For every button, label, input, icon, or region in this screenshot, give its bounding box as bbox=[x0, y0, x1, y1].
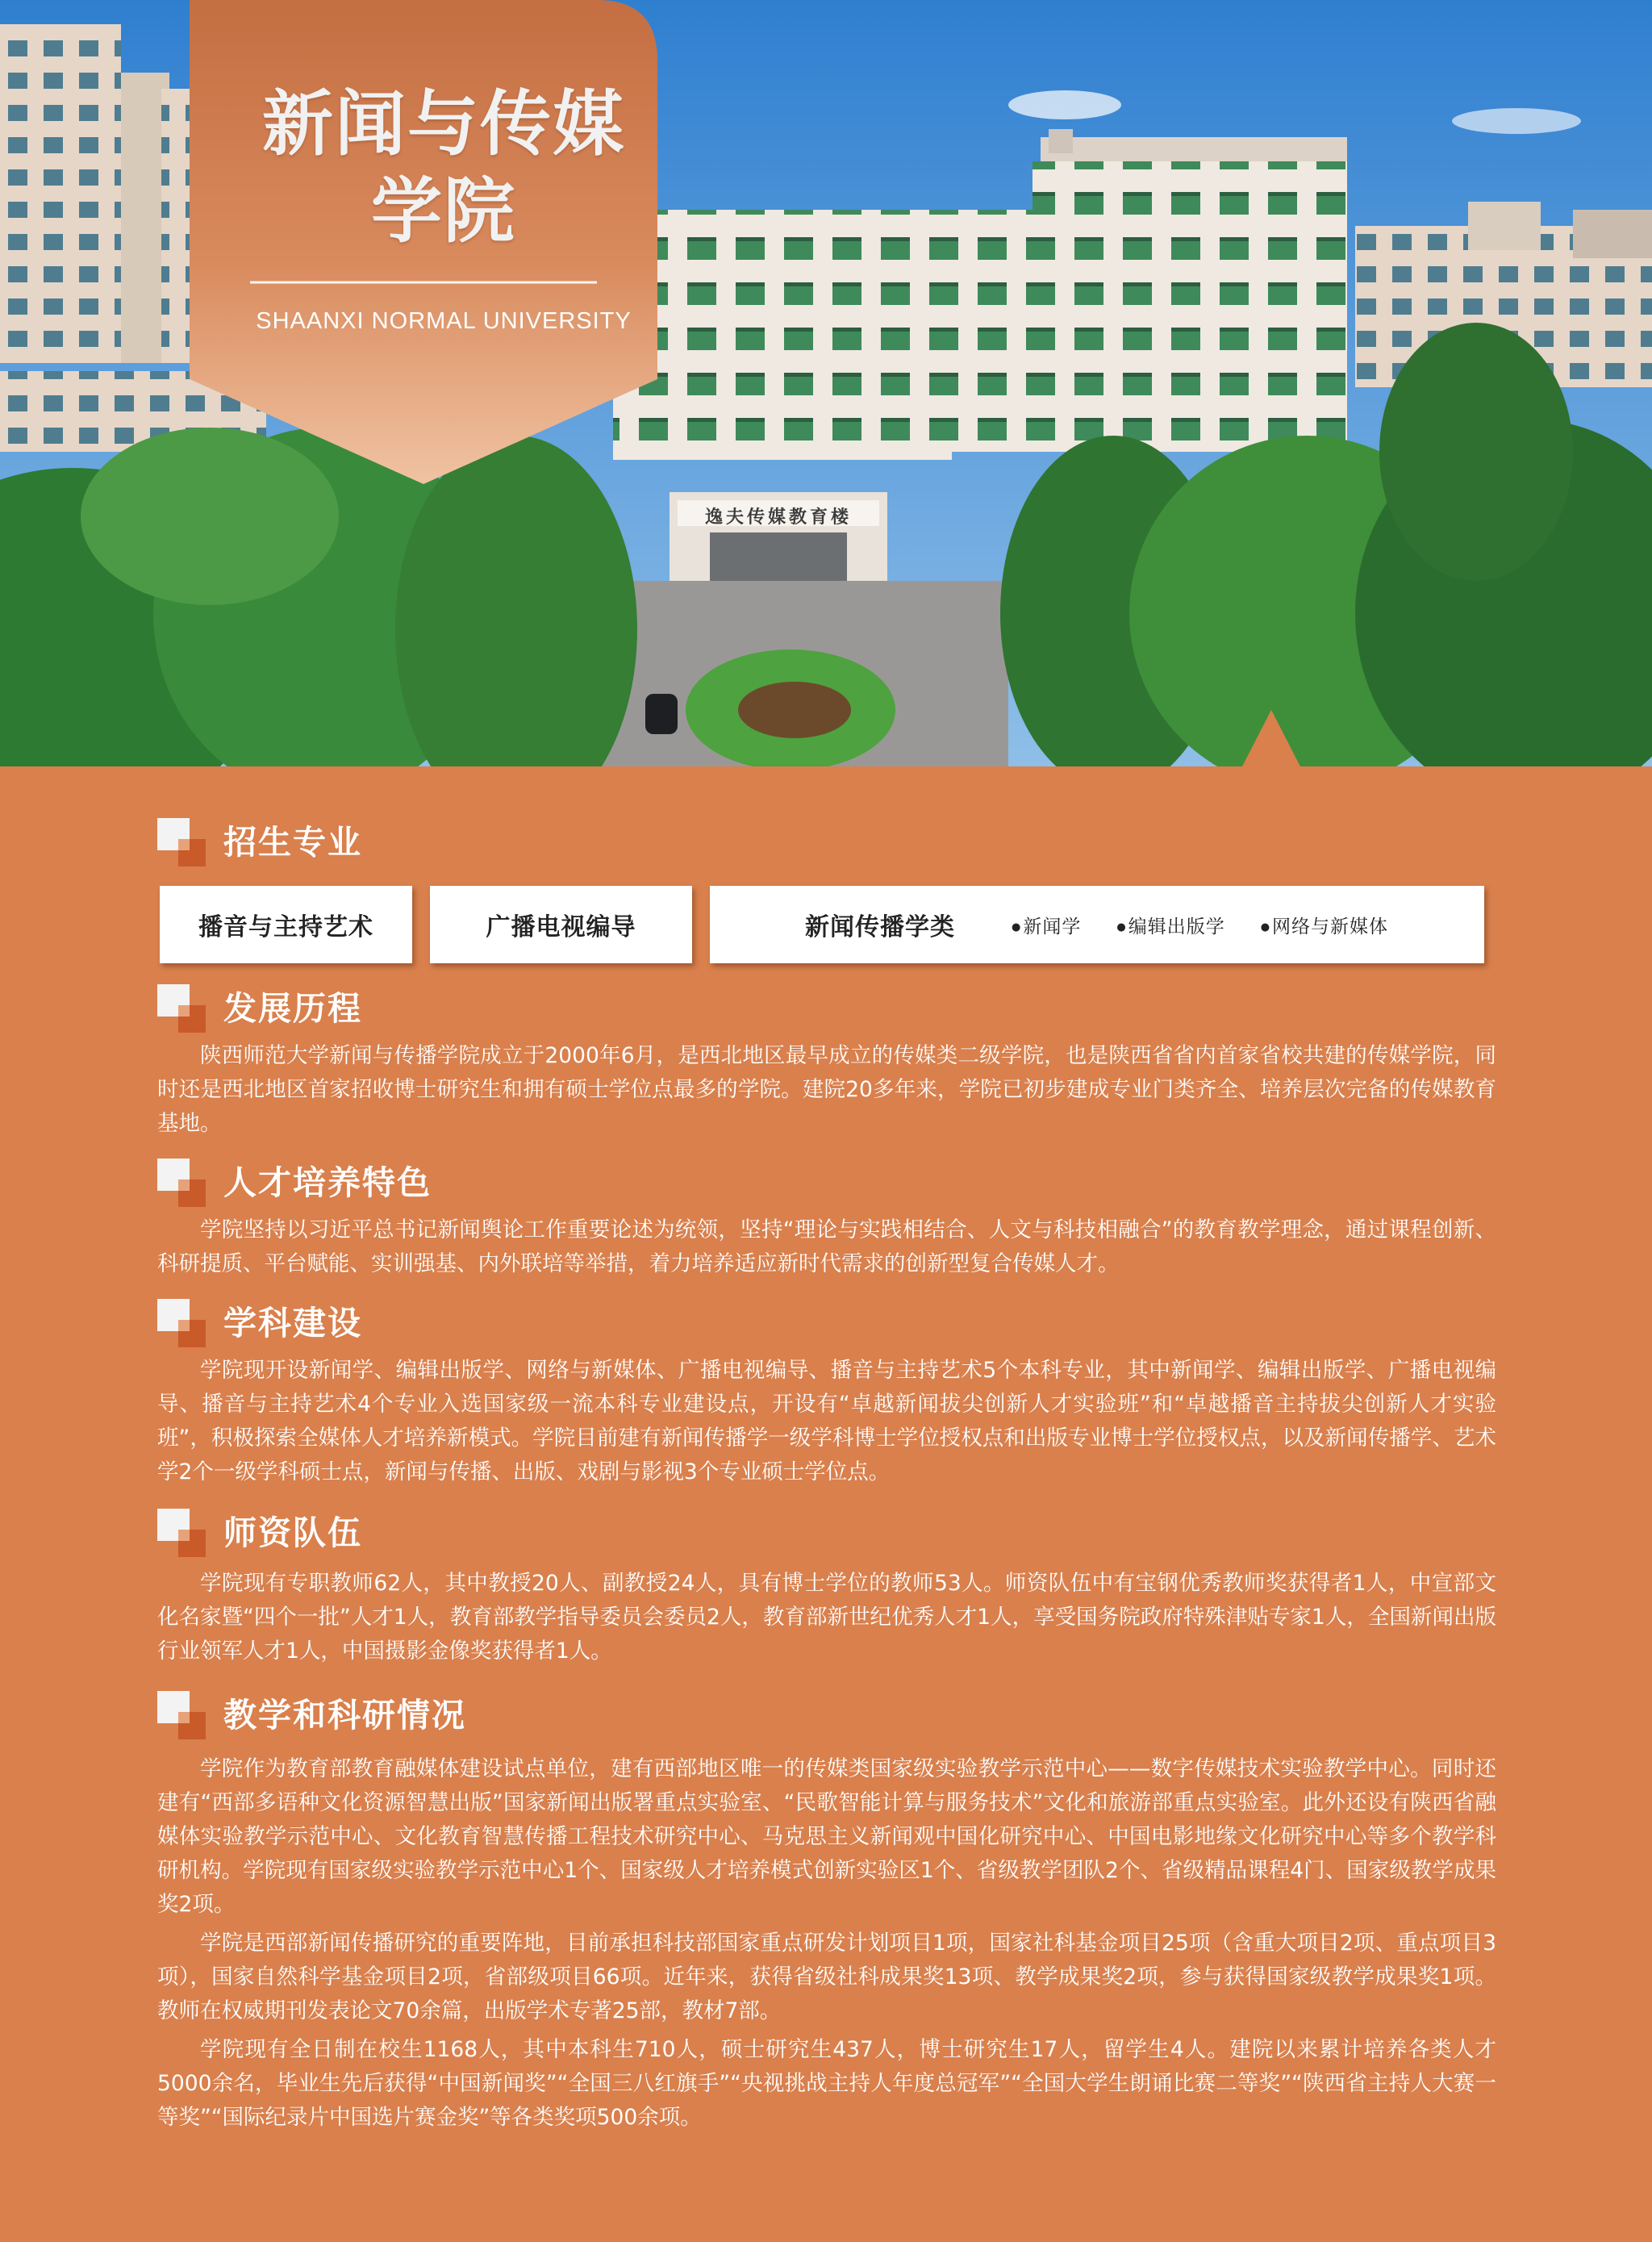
section-square-icon bbox=[157, 984, 206, 1033]
major-label: 播音与主持艺术 bbox=[198, 913, 373, 941]
section-square-icon bbox=[157, 818, 206, 866]
major-box-radio-tv bbox=[430, 886, 692, 963]
sub-major-item: ● 新闻学 bbox=[1012, 912, 1081, 938]
research-text-1: 学院作为教育部教育融媒体建设试点单位，建有西部地区唯一的传媒类国家级实验教学示范中心——数字传媒技术实验教学中心。同时还建有“西部多语种文化资源智慧出版”国家新闻出版署重点实验室、“民歌智能计算与服务技术”文化和旅游部重点实验室。此外还设有陕西省融媒体实验教学示范中心、文化教育智慧传播工程技术研究中心、马克思主义新闻观中国化研究中心、中国电影地缘文化研究中心等多个教学科研机构。学院现有国家级实验教学示范中心1个、国家级人才培养模式创新实验区1个、省级教学团队2个、省级精品课程4门、国家级教学成果奖2项。 bbox=[157, 1756, 1496, 1917]
section-research-title: 教学和科研情况 bbox=[223, 1696, 466, 1735]
college-title-line1: 新闻与传媒 bbox=[261, 82, 625, 165]
major-label: 广播电视编导 bbox=[486, 913, 636, 941]
history-text: 陕西师范大学新闻与传播学院成立于2000年6月，是西北地区最早成立的传媒类二级学院，也是陕西省省内首家省校共建的传媒学院，同时还是西北地区首家招收博士研究生和拥有硕士学位点最多的学院。建院20多年来，学院已初步建成专业门类齐全、培养层次完备的传媒教育基地。 bbox=[157, 1043, 1496, 1136]
sub-major-item: ● 编辑出版学 bbox=[1116, 912, 1224, 938]
discipline-text: 学院现开设新闻学、编辑出版学、网络与新媒体、广播电视编导、播音与主持艺术5个本科专业，其中新闻学、编辑出版学、广播电视编导、播音与主持艺术4个专业入选国家级一流本科专业建设点，开设有“卓越新闻拔尖创新人才实验班”和“卓越播音主持拔尖创新人才实验班”，积极探索全媒体人才培养新模式。学院目前建有新闻传播学一级学科博士学位授权点和出版专业博士学位授权点，以及新闻传播学、艺术学2个一级学科硕士点，新闻与传播、出版、戏剧与影视3个专业硕士学位点。 bbox=[157, 1358, 1496, 1484]
research-text-3: 学院现有全日制在校生1168人，其中本科生710人，硕士研究生437人，博士研究生17人，留学生4人。建院以来累计培养各类人才5000余名，毕业生先后获得“中国新闻奖”“全国三八红旗手”“央视挑战主持人年度总冠军”“全国大学生朗诵比赛二等奖”“陕西省主持人大赛一等奖”“国际纪录片中国选片赛金奖”等各类奖项500余项。 bbox=[157, 2037, 1496, 2130]
university-name: SHAANXI NORMAL UNIVERSITY bbox=[256, 308, 632, 334]
section-majors-title: 招生专业 bbox=[223, 823, 362, 862]
major-sub-list bbox=[1012, 912, 1424, 938]
section-talent-title: 人才培养特色 bbox=[223, 1163, 432, 1202]
talent-text: 学院坚持以习近平总书记新闻舆论工作重要论述为统领，坚持“理论与实践相结合、人文与科技相融合”的教育教学理念，通过课程创新、科研提质、平台赋能、实训强基、内外联培等举措，着力培养适应新时代需求的创新型复合传媒人才。 bbox=[157, 1217, 1496, 1276]
section-majors-heading bbox=[157, 816, 1496, 868]
section-history-heading bbox=[157, 983, 1496, 1034]
research-text-2: 学院是西部新闻传播研究的重要阵地，目前承担科技部国家重点研发计划项目1项，国家社科基金项目25项（含重大项目2项、重点项目3项），国家自然科学基金项目2项，省部级项目66项。近年来，获得省级社科成果奖13项、教学成果奖2项，参与获得国家级教学成果奖1项。教师在权威期刊发表论文70余篇，出版学术专著25部，教材7部。 bbox=[157, 1931, 1496, 2023]
section-square-icon bbox=[157, 1691, 206, 1739]
major-box-broadcasting bbox=[160, 886, 412, 963]
section-square-icon bbox=[157, 1299, 206, 1347]
campus-photo bbox=[0, 0, 1652, 766]
section-talent-heading bbox=[157, 1157, 1496, 1209]
section-faculty-heading bbox=[157, 1507, 1496, 1559]
section-discipline-heading bbox=[157, 1297, 1496, 1349]
section-square-icon bbox=[157, 1159, 206, 1207]
major-label: 新闻传播学类 bbox=[805, 913, 955, 941]
content bbox=[157, 799, 1496, 2135]
banner-notch bbox=[1242, 710, 1300, 766]
faculty-text: 学院现有专职教师62人，其中教授20人、副教授24人，具有博士学位的教师53人。师资队伍中有宝钢优秀教师奖获得者1人，中宣部文化名家暨“四个一批”人才1人，教育部教学指导委员会委员2人，教育部新世纪优秀人才1人，享受国务院政府特殊津贴专家1人，全国新闻出版行业领军人才1人，中国摄影金像奖获得者1人。 bbox=[157, 1571, 1496, 1664]
majors-row bbox=[157, 886, 1496, 967]
section-square-icon bbox=[157, 1509, 206, 1557]
college-title-line2: 学院 bbox=[370, 169, 516, 253]
section-faculty-title: 师资队伍 bbox=[223, 1513, 362, 1552]
section-discipline-title: 学科建设 bbox=[223, 1304, 362, 1342]
section-research-heading bbox=[157, 1689, 1496, 1741]
building-sign: 逸夫传媒教育楼 bbox=[704, 507, 852, 528]
section-history-title: 发展历程 bbox=[223, 989, 362, 1028]
sub-major-item: ● 网络与新媒体 bbox=[1261, 912, 1388, 938]
major-box-journalism bbox=[710, 886, 1484, 963]
college-title bbox=[242, 81, 645, 255]
